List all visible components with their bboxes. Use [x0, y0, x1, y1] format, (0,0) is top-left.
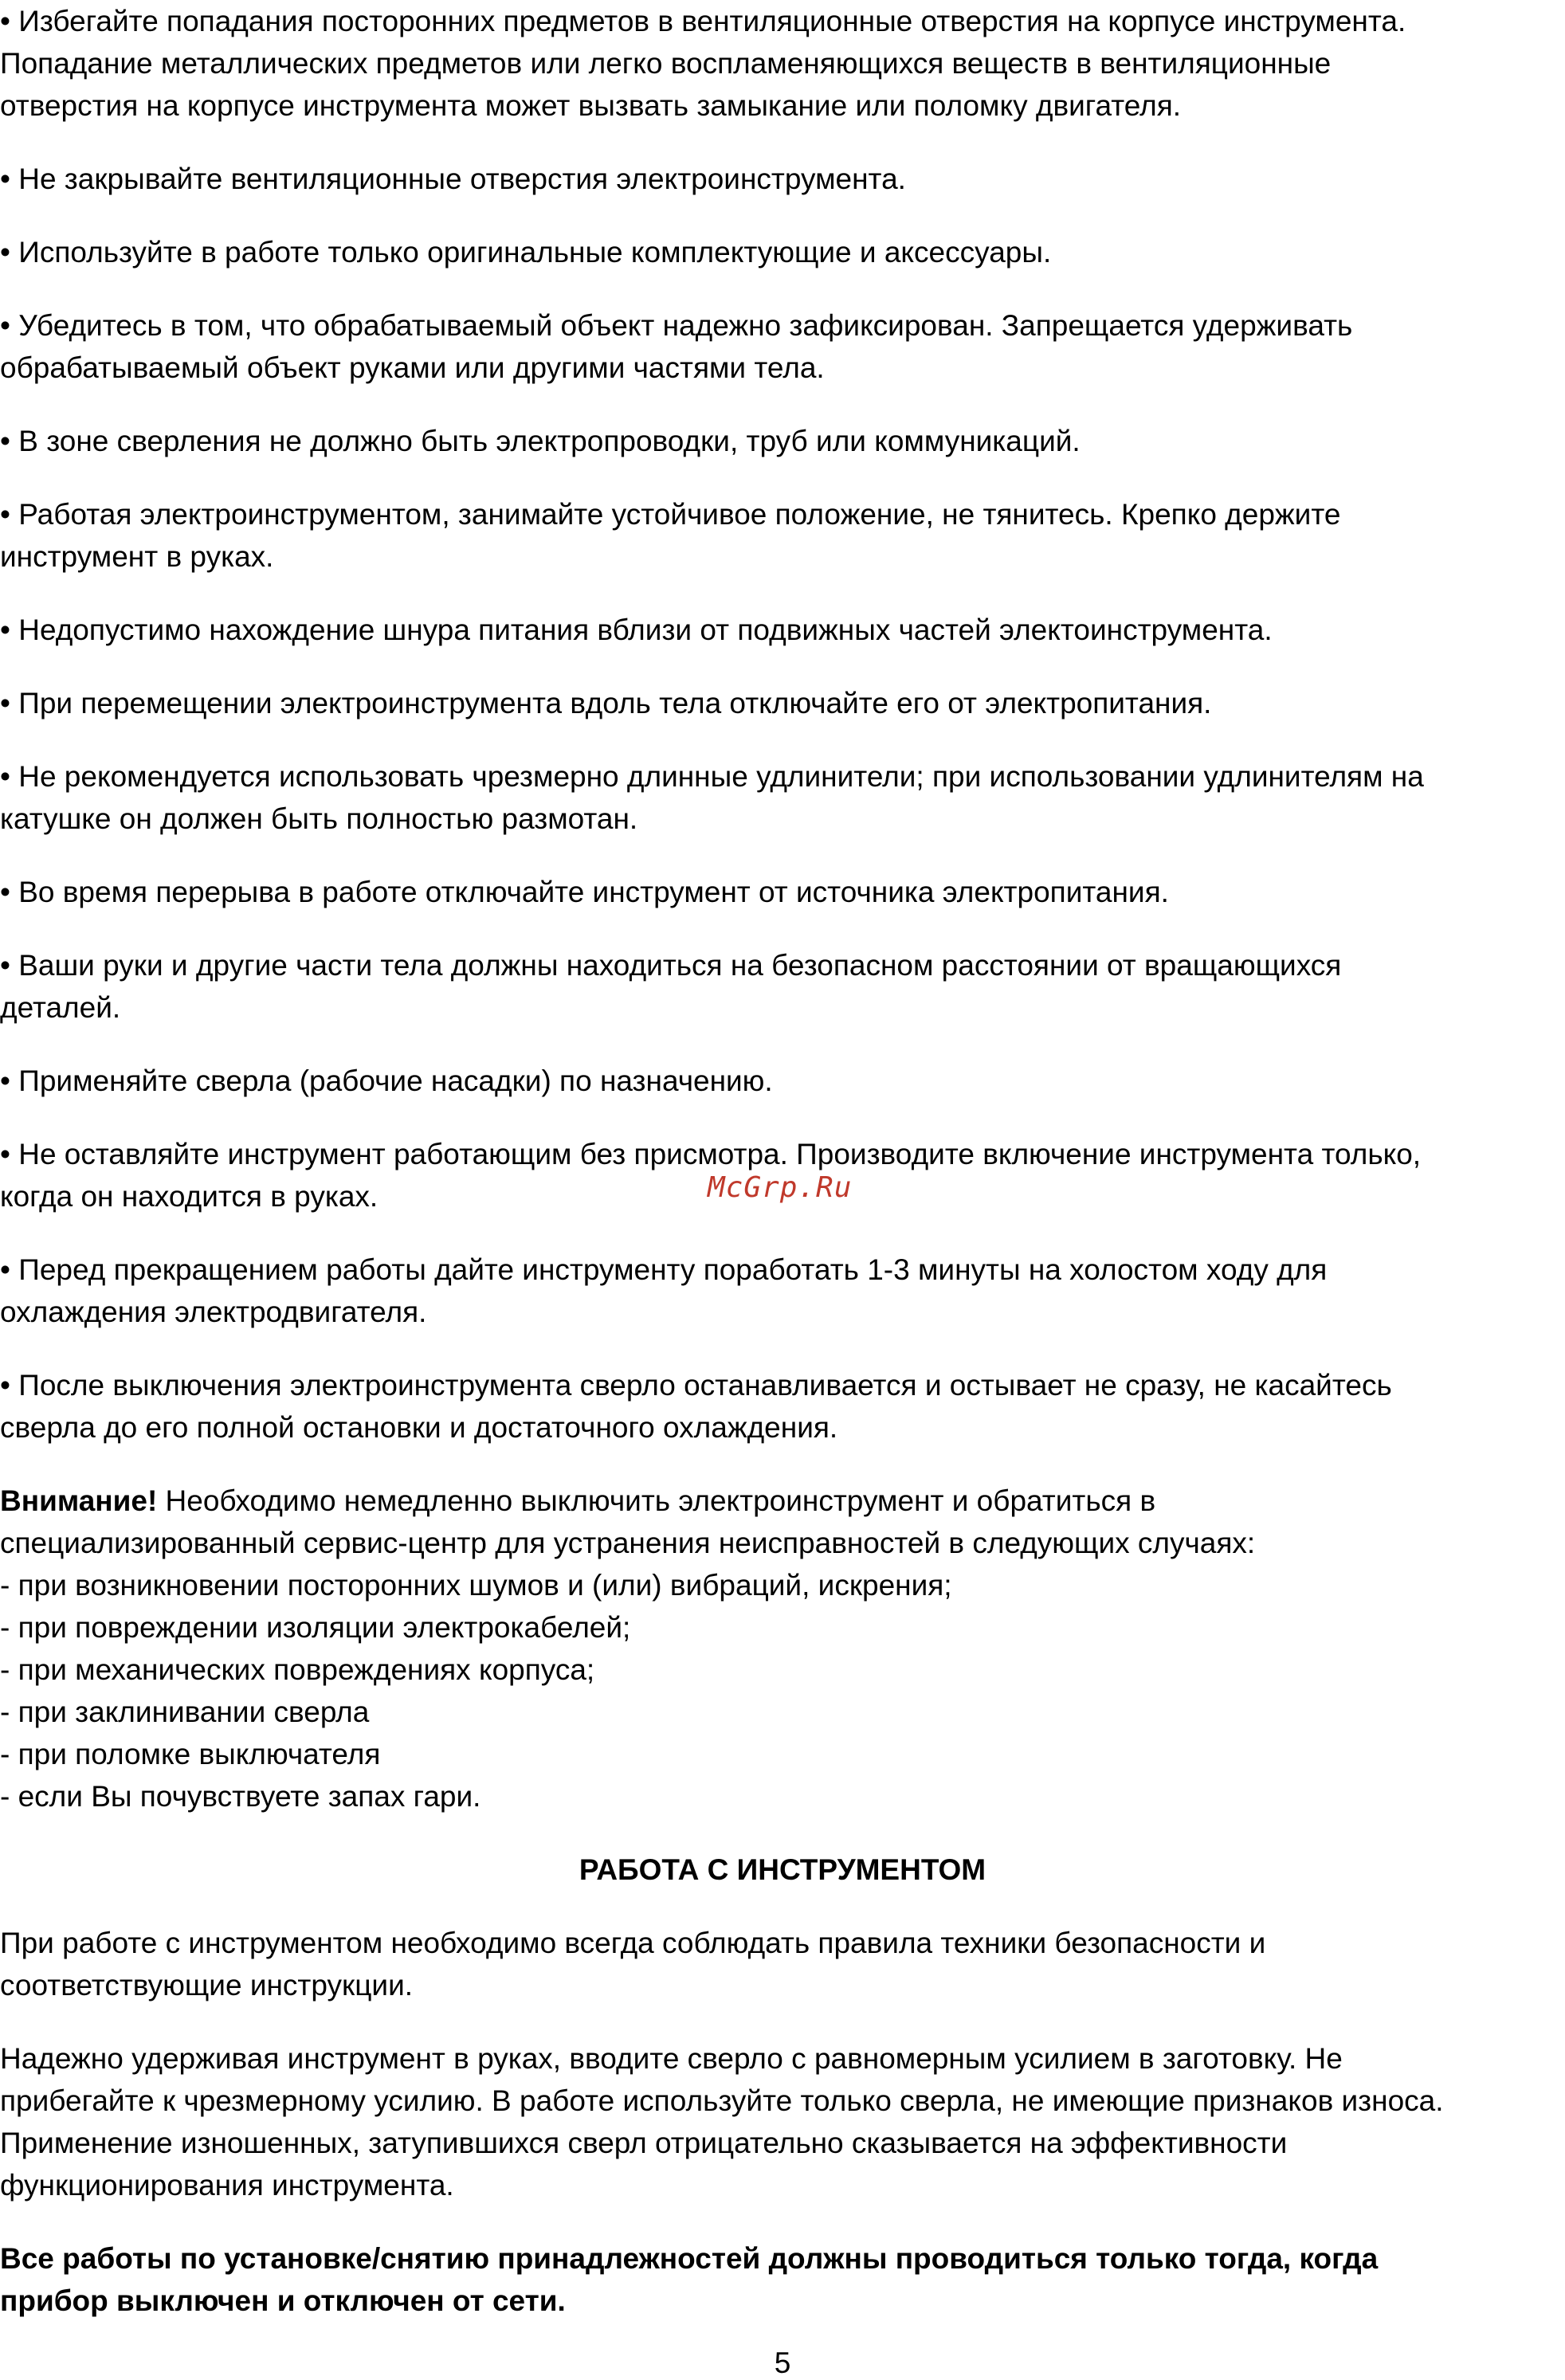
bullet-item-line: • Не рекомендуется использовать чрезмерно длинные удлинители; при использовании удлинителям на [0, 760, 1424, 793]
work-paragraph-line: Надежно удерживая инструмент в руках, вводите сверло с равномерным усилием в заготовку. Не [0, 2042, 1343, 2075]
bullet-item-line: деталей. [0, 991, 121, 1024]
bullet-item-line: сверла до его полной остановки и достаточного охлаждения. [0, 1411, 838, 1444]
bullet-item [0, 1364, 1565, 1449]
attention-line: - если Вы почувствуете запах гари. [0, 1780, 481, 1813]
bullet-item-line: • Не оставляйте инструмент работающим без присмотра. Производите включение инструмента только, [0, 1138, 1422, 1170]
bullet-item-line: катушке он должен быть полностью размотан. [0, 802, 638, 835]
attention-line: - при механических повреждениях корпуса; [0, 1653, 595, 1686]
bullet-item-line: • Избегайте попадания посторонних предметов в вентиляционные отверстия на корпусе инструмента. [0, 5, 1406, 37]
final-note-line: Все работы по установке/снятию принадлежностей должны проводиться только тогда, когда [0, 2242, 1379, 2275]
bullet-item [0, 871, 1565, 913]
final-note [0, 2237, 1565, 2322]
bullet-item-line: • Применяйте сверла (рабочие насадки) по назначению. [0, 1065, 773, 1097]
bullet-item [0, 304, 1565, 389]
bullet-item-line: • Убедитесь в том, что обрабатываемый объект надежно зафиксирован. Запрещается удерживать [0, 309, 1353, 342]
page-number: 5 [774, 2347, 791, 2379]
attention-line: - при поломке выключателя [0, 1738, 381, 1770]
bullet-item [0, 231, 1565, 273]
bullet-item-line: • Работая электроинструментом, занимайте устойчивое положение, не тянитесь. Крепко держите [0, 498, 1341, 531]
attention-line: - при возникновении посторонних шумов и (или) вибраций, искрения; [0, 1569, 952, 1602]
bullet-item-line: обрабатываемый объект руками или другими частями тела. [0, 351, 825, 384]
bullet-item-line: когда он находится в руках. [0, 1180, 379, 1213]
bullet-item-line: Попадание металлических предметов или легко воспламеняющихся веществ в вентиляционные [0, 47, 1332, 80]
attention-label: Внимание! [0, 1484, 158, 1517]
bullet-item [0, 755, 1565, 840]
bullet-item-line: • Используйте в работе только оригинальные комплектующие и аксессуары. [0, 236, 1052, 269]
bullet-item-line: • После выключения электроинструмента сверло останавливается и остывает не сразу, не касайтесь [0, 1369, 1392, 1402]
bullet-item-line: охлаждения электродвигателя. [0, 1296, 427, 1328]
bullet-item [0, 1249, 1565, 1333]
bullet-item-line: отверстия на корпусе инструмента может вызвать замыкание или поломку двигателя. [0, 89, 1182, 122]
attention-line: специализированный сервис-центр для устранения неисправностей в следующих случаях: [0, 1527, 1256, 1559]
bullet-item-line: • Во время перерыва в работе отключайте инструмент от источника электропитания. [0, 876, 1169, 908]
bullet-item [0, 0, 1565, 127]
bullet-item [0, 493, 1565, 578]
watermark: McGrp.Ru [708, 1171, 853, 1204]
work-paragraph-line: Применение изношенных, затупившихся сверл отрицательно сказывается на эффективности [0, 2127, 1288, 2159]
bullet-item [0, 682, 1565, 724]
work-paragraph-line: соответствующие инструкции. [0, 1969, 414, 2002]
bullet-item [0, 158, 1565, 200]
bullet-item [0, 609, 1565, 651]
bullet-item [0, 420, 1565, 462]
bullet-item-line: • Ваши руки и другие части тела должны находиться на безопасном расстоянии от вращающихся [0, 949, 1342, 982]
section-title: РАБОТА С ИНСТРУМЕНТОМ [579, 1853, 986, 1886]
bullet-item-line: инструмент в руках. [0, 540, 274, 573]
bullet-item-line: • Недопустимо нахождение шнура питания вблизи от подвижных частей электоинструмента. [0, 614, 1273, 646]
bullet-item [0, 1060, 1565, 1102]
work-paragraph-line: прибегайте к чрезмерному усилию. В работе используйте только сверла, не имеющие признаков износа. [0, 2084, 1444, 2117]
work-paragraphs [0, 1922, 1565, 2206]
attention-line: - при заклинивании сверла [0, 1696, 370, 1728]
bullet-item [0, 944, 1565, 1029]
work-paragraph-line: При работе с инструментом необходимо всегда соблюдать правила техники безопасности и [0, 1927, 1266, 1959]
bullet-item-line: • Перед прекращением работы дайте инструменту поработать 1-3 минуты на холостом ходу для [0, 1253, 1328, 1286]
bullet-item-line: • При перемещении электроинструмента вдоль тела отключайте его от электропитания. [0, 687, 1212, 719]
final-note-line: прибор выключен и отключен от сети. [0, 2284, 566, 2317]
work-paragraph-line: функционирования инструмента. [0, 2169, 454, 2202]
bullet-item-line: • Не закрывайте вентиляционные отверстия электроинструмента. [0, 163, 906, 195]
attention-block [0, 1480, 1565, 1817]
bullet-item-line: • В зоне сверления не должно быть электропроводки, труб или коммуникаций. [0, 425, 1081, 457]
attention-line: - при повреждении изоляции электрокабелей; [0, 1611, 631, 1644]
attention-first-line-text: Необходимо немедленно выключить электроинструмент и обратиться в [157, 1484, 1156, 1517]
attention-first-line [0, 1480, 1565, 1522]
work-paragraph [0, 2037, 1565, 2206]
work-paragraph [0, 1922, 1565, 2006]
